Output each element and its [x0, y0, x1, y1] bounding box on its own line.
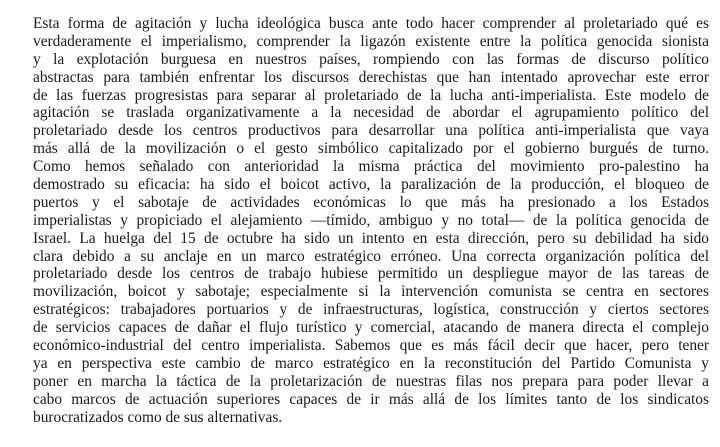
document-paragraph — [33, 15, 709, 426]
text-line: poner en marcha la táctica de la proletarización de nuestras filas nos prepara para poder llevar a — [33, 372, 709, 390]
text-line: demostrado su eficacia: ha sido el boicot activo, la paralización de la producción, el bloqueo de — [33, 176, 709, 194]
text-line: proletariado desde los centros productivos para desarrollar una política anti-imperialista que vaya — [33, 122, 709, 140]
text-line: movilización, boicot y sabotaje; especialmente si la intervención comunista se centra en sectores — [33, 283, 709, 301]
text-line: Israel. La huelga del 15 de octubre ha sido un intento en esta dirección, pero su debilidad ha sido — [33, 229, 709, 247]
text-line: y la explotación burguesa en nuestros países, rompiendo con las formas de discurso político — [33, 50, 709, 68]
text-line: de las fuerzas progresistas para separar al proletariado de la lucha anti-imperialista. Este modelo de — [33, 86, 709, 104]
text-line: Esta forma de agitación y lucha ideológica busca ante todo hacer comprender al proletariado qué es — [33, 15, 709, 32]
text-line: proletariado desde los centros de trabajo hubiese permitido un despliegue mayor de las tareas de — [33, 265, 709, 283]
text-line: imperialistas y propiciado el alejamiento —tímido, ambiguo y no total— de la política genocida de — [33, 211, 709, 229]
text-line: puertos y el sabotaje de actividades económicas lo que más ha presionado a los Estados — [33, 193, 709, 211]
text-line: ya en perspectiva este cambio de marco estratégico en la reconstitución del Partido Comunista y — [33, 354, 709, 372]
text-line: económico-industrial del centro imperialista. Sabemos que es más fácil decir que hacer, pero tener — [33, 337, 709, 355]
text-line: de servicios capaces de dañar el flujo turístico y comercial, atacando de manera directa el complejo — [33, 319, 709, 337]
text-line: verdaderamente el imperialismo, comprender la ligazón existente entre la política genocida sionista — [33, 32, 709, 50]
text-line: más allá de la movilización o el gesto simbólico capitalizado por el gobierno burgués de turno. — [33, 140, 709, 158]
text-line: agitación se traslada organizativamente a la necesidad de abordar el agrupamiento político del — [33, 104, 709, 122]
text-line: estratégicos: trabajadores portuarios y de infraestructuras, logística, construcción y ciertos sectores — [33, 301, 709, 319]
text-line: Como hemos señalado con anterioridad la misma práctica del movimiento pro-palestino ha — [33, 158, 709, 176]
text-line: abstractas para también enfrentar los discursos derechistas que han intentado aprovechar este error — [33, 68, 709, 86]
text-line: burocratizados como de sus alternativas. — [33, 408, 283, 426]
text-line: clara debido a su anclaje en un marco estratégico erróneo. Una correcta organización política del — [33, 247, 709, 265]
text-line: cabo marcos de actuación superiores capaces de ir más allá de los límites tanto de los sindicatos — [33, 390, 709, 408]
